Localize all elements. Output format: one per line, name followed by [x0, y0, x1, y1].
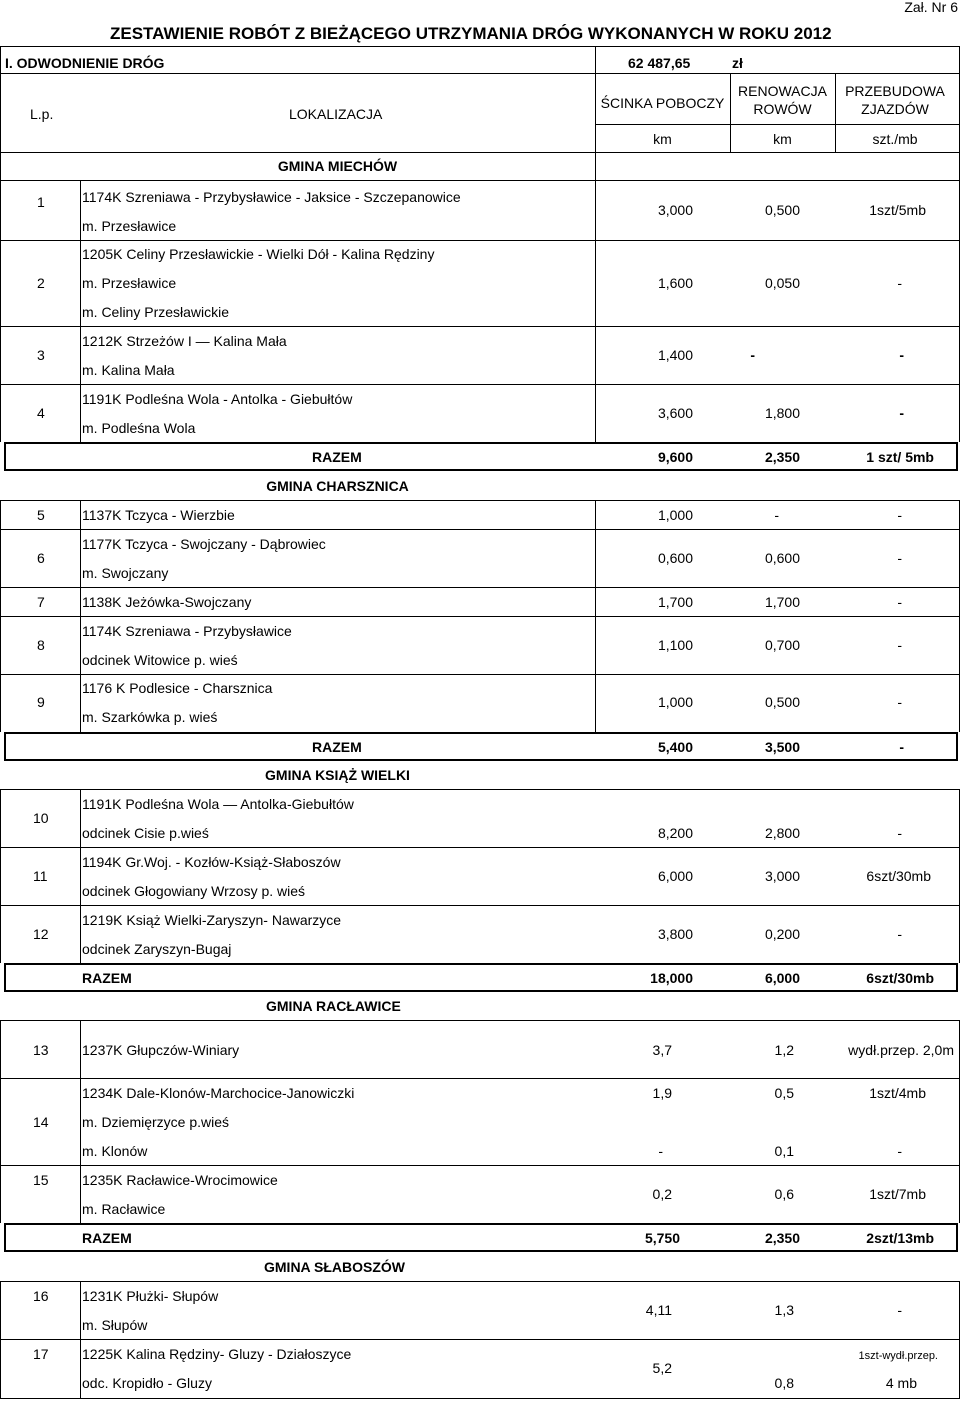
- row-place: m. Podleśna Wola: [82, 420, 196, 436]
- row-value-2: 0,500: [764, 202, 800, 218]
- row-place: odcinek Głogowiany Wrzosy p. wieś: [82, 883, 306, 899]
- row-value-2: 0,5: [774, 1085, 794, 1101]
- row-place: m. Przesławice: [82, 275, 177, 291]
- rule-line: [0, 240, 960, 241]
- row-place: m. Szarkówka p. wieś: [82, 709, 218, 725]
- rule-line: [0, 1020, 1, 1223]
- row-value-3: wydł.przep. 2,0m: [848, 1042, 954, 1058]
- row-lp: 1: [37, 194, 45, 210]
- section-amount: 62 487,65: [628, 55, 691, 71]
- unit-3: szt./mb: [872, 131, 918, 147]
- row-value-3: -: [897, 550, 902, 566]
- col-header-3b: ZJAZDÓW: [861, 101, 929, 117]
- rule-line: [0, 847, 960, 848]
- row-road: 1137K Tczyca - Wierzbie: [82, 507, 235, 523]
- total-label: RAZEM: [82, 970, 132, 986]
- row-lp: 4: [37, 405, 45, 421]
- unit-1: km: [653, 131, 672, 147]
- row-value-1: 8,200: [657, 825, 693, 841]
- row-value-2: 0,8: [774, 1375, 794, 1391]
- rule-line: [0, 674, 960, 675]
- row-value-2: 0,200: [764, 926, 800, 942]
- row-value-3: -: [897, 637, 902, 653]
- row-road: 1174K Szreniawa - Przybysławice: [82, 623, 292, 639]
- row-road: 1231K Płużki- Słupów: [82, 1288, 219, 1304]
- row-lp: 14: [33, 1114, 49, 1130]
- row-lp: 15: [33, 1172, 49, 1188]
- rule-line: [0, 1020, 960, 1021]
- rule-line: [595, 500, 596, 732]
- rule-line: [0, 1078, 960, 1079]
- total-value-1: 9,600: [657, 449, 693, 465]
- row-value-1: 0,2: [652, 1186, 672, 1202]
- rule-line: [80, 789, 81, 963]
- rule-line: [595, 46, 596, 152]
- row-value-2: 0,6: [774, 1186, 794, 1202]
- row-value-3b: -: [897, 1143, 902, 1159]
- row-road: 1138K Jeżówka-Swojczany: [82, 594, 252, 610]
- row-place: odcinek Cisie p.wieś: [82, 825, 209, 841]
- row-place: m. Słupów: [82, 1317, 148, 1333]
- rule-line: [0, 46, 960, 47]
- row-value-1: 1,600: [657, 275, 693, 291]
- section-title: I. ODWODNIENIE DRÓG: [5, 55, 165, 71]
- group-title: GMINA RACŁAWICE: [266, 998, 401, 1014]
- total-value-1: 5,750: [644, 1230, 680, 1246]
- section-currency: zł: [732, 55, 743, 71]
- group-title: GMINA CHARSZNICA: [266, 478, 409, 494]
- row-road: 1225K Kalina Rędziny- Gluzy - Działoszyce: [82, 1346, 352, 1362]
- row-value-3b: 4 mb: [885, 1375, 917, 1391]
- row-value-1: 1,400: [657, 347, 693, 363]
- row-value-1: 1,100: [657, 637, 693, 653]
- row-value-2: 1,700: [764, 594, 800, 610]
- row-value-3: -: [897, 594, 902, 610]
- row-lp: 9: [37, 694, 45, 710]
- row-place: odcinek Zaryszyn-Bugaj: [82, 941, 232, 957]
- row-value-2: 3,000: [764, 868, 800, 884]
- group-title: GMINA MIECHÓW: [277, 158, 398, 174]
- row-value-3: -: [897, 507, 902, 523]
- row-lp: 8: [37, 637, 45, 653]
- total-label: RAZEM: [82, 1230, 132, 1246]
- row-road: 1212K Strzeżów I — Kalina Mała: [82, 333, 287, 349]
- row-road: 1191K Podleśna Wola - Antolka - Giebułtów: [82, 391, 353, 407]
- total-value-3: 2szt/13mb: [866, 1230, 934, 1246]
- row-place: m. Celiny Przesławickie: [82, 304, 230, 320]
- total-box: [4, 963, 958, 992]
- row-value-1: 4,11: [645, 1302, 672, 1318]
- row-value-2: 0,600: [764, 550, 800, 566]
- row-value-1: 0,600: [657, 550, 693, 566]
- col-header-2a: RENOWACJA: [738, 83, 827, 99]
- total-box: [4, 732, 958, 761]
- rule-line: [0, 500, 960, 501]
- rule-line: [0, 1281, 1, 1398]
- row-place: m. Racławice: [82, 1201, 166, 1217]
- row-place: m. Klonów: [82, 1143, 148, 1159]
- row-road: 1205K Celiny Przesławickie - Wielki Dół - Kalina Rędziny: [82, 246, 435, 262]
- row-value-1: 1,700: [657, 594, 693, 610]
- row-place: odcinek Witowice p. wieś: [82, 652, 238, 668]
- row-value-1: 3,7: [652, 1042, 672, 1058]
- total-label: RAZEM: [312, 739, 362, 755]
- row-value-3: -: [897, 926, 902, 942]
- rule-line: [0, 789, 960, 790]
- row-road: 1234K Dale-Klonów-Marchocice-Janowiczki: [82, 1085, 355, 1101]
- row-value-2: 0,700: [764, 637, 800, 653]
- rule-line: [0, 587, 960, 588]
- rule-line: [595, 152, 596, 442]
- row-value-3: -: [897, 1302, 902, 1318]
- rule-line: [0, 789, 1, 963]
- rule-line: [0, 152, 960, 153]
- row-value-2: 1,2: [774, 1042, 794, 1058]
- row-lp: 16: [33, 1288, 49, 1304]
- total-box: [4, 1223, 958, 1252]
- rule-line: [595, 124, 960, 125]
- row-place: odc. Kropidło - Gluzy: [82, 1375, 212, 1391]
- row-road: 1237K Głupczów-Winiary: [82, 1042, 240, 1058]
- row-value-1: 5,2: [652, 1360, 672, 1376]
- row-value-3: 1szt-wydł.przep.: [858, 1350, 938, 1362]
- rule-line: [80, 500, 81, 732]
- row-value-2: 1,800: [764, 405, 800, 421]
- row-value-1b: -: [658, 1143, 663, 1159]
- rule-line: [0, 384, 960, 385]
- row-road: 1194K Gr.Woj. - Kozłów-Książ-Słaboszów: [82, 854, 341, 870]
- row-value-2b: 0,1: [774, 1143, 794, 1159]
- row-value-2: -: [774, 507, 779, 523]
- total-value-2: 3,500: [764, 739, 800, 755]
- row-value-2: -: [750, 347, 755, 363]
- row-value-3: 6szt/30mb: [866, 868, 931, 884]
- row-value-3: -: [899, 405, 904, 421]
- rule-line: [80, 1020, 81, 1223]
- row-value-1: 3,600: [657, 405, 693, 421]
- col-header-location: LOKALIZACJA: [289, 106, 383, 122]
- rule-line: [0, 1165, 960, 1166]
- total-box: [4, 442, 958, 471]
- row-lp: 10: [33, 810, 49, 826]
- col-header-lp: L.p.: [30, 106, 54, 122]
- row-value-1: 1,000: [657, 694, 693, 710]
- row-value-3: -: [897, 275, 902, 291]
- rule-line: [0, 73, 960, 74]
- row-value-3: 1szt/5mb: [869, 202, 926, 218]
- total-value-2: 2,350: [764, 1230, 800, 1246]
- row-value-3: 1szt/4mb: [869, 1085, 926, 1101]
- row-value-2: 0,500: [764, 694, 800, 710]
- row-place: m. Przesławice: [82, 218, 177, 234]
- row-lp: 6: [37, 550, 45, 566]
- total-value-3: 6szt/30mb: [866, 970, 934, 986]
- group-title: GMINA SŁABOSZÓW: [264, 1259, 406, 1275]
- row-road: 1174K Szreniawa - Przybysławice - Jaksice - Szczepanowice: [82, 189, 461, 205]
- total-value-2: 2,350: [764, 449, 800, 465]
- col-header-2b: ROWÓW: [753, 101, 812, 117]
- total-value-2: 6,000: [764, 970, 800, 986]
- row-place: m. Swojczany: [82, 565, 169, 581]
- row-lp: 11: [33, 868, 48, 884]
- row-lp: 12: [33, 926, 49, 942]
- row-place: m. Dziemięrzyce p.wieś: [82, 1114, 230, 1130]
- group-title: GMINA KSIĄŻ WIELKI: [265, 767, 410, 783]
- row-value-1: 3,800: [657, 926, 693, 942]
- rule-line: [0, 905, 960, 906]
- row-value-1: 1,000: [657, 507, 693, 523]
- total-label: RAZEM: [312, 449, 362, 465]
- row-road: 1219K Książ Wielki-Zaryszyn- Nawarzyce: [82, 912, 342, 928]
- rule-line: [730, 73, 731, 152]
- row-lp: 17: [33, 1346, 49, 1362]
- rule-line: [80, 1281, 81, 1398]
- rule-line: [0, 46, 1, 152]
- annex-label: Zał. Nr 6: [904, 0, 958, 15]
- rule-line: [0, 529, 960, 530]
- rule-line: [0, 616, 960, 617]
- row-place: m. Kalina Mała: [82, 362, 175, 378]
- row-road: 1176 K Podlesice - Charsznica: [82, 680, 273, 696]
- col-header-1: ŚCINKA POBOCZY: [600, 95, 725, 111]
- rule-line: [0, 500, 1, 732]
- row-value-2: 1,3: [774, 1302, 794, 1318]
- row-value-1: 1,9: [652, 1085, 672, 1101]
- row-lp: 5: [37, 507, 45, 523]
- rule-line: [0, 1281, 960, 1282]
- total-value-1: 5,400: [657, 739, 693, 755]
- rule-line: [0, 152, 1, 442]
- row-road: 1177K Tczyca - Swojczany - Dąbrowiec: [82, 536, 326, 552]
- total-value-1: 18,000: [650, 970, 693, 986]
- col-header-3a: PRZEBUDOWA: [845, 83, 945, 99]
- total-value-3: -: [899, 739, 904, 755]
- unit-2: km: [773, 131, 792, 147]
- row-value-3: 1szt/7mb: [869, 1186, 926, 1202]
- total-value-3: 1 szt/ 5mb: [866, 449, 934, 465]
- rule-line: [0, 180, 960, 181]
- row-value-3: -: [897, 694, 902, 710]
- row-lp: 3: [37, 347, 45, 363]
- rule-line: [0, 1339, 960, 1340]
- rule-line: [0, 326, 960, 327]
- row-road: 1235K Racławice-Wrocimowice: [82, 1172, 278, 1188]
- rule-line: [835, 73, 836, 152]
- row-value-1: 3,000: [657, 202, 693, 218]
- page-title: ZESTAWIENIE ROBÓT Z BIEŻĄCEGO UTRZYMANIA DRÓG WYKONANYCH W ROKU 2012: [110, 24, 832, 43]
- row-value-2: 2,800: [764, 825, 800, 841]
- row-value-3: -: [897, 825, 902, 841]
- row-value-1: 6,000: [657, 868, 693, 884]
- row-value-3: -: [899, 347, 904, 363]
- row-road: 1191K Podleśna Wola — Antolka-Giebułtów: [82, 796, 354, 812]
- row-lp: 13: [33, 1042, 49, 1058]
- rule-line: [80, 180, 81, 442]
- row-lp: 7: [37, 594, 45, 610]
- rule-line: [0, 1398, 960, 1399]
- row-lp: 2: [37, 275, 45, 291]
- row-value-2: 0,050: [764, 275, 800, 291]
